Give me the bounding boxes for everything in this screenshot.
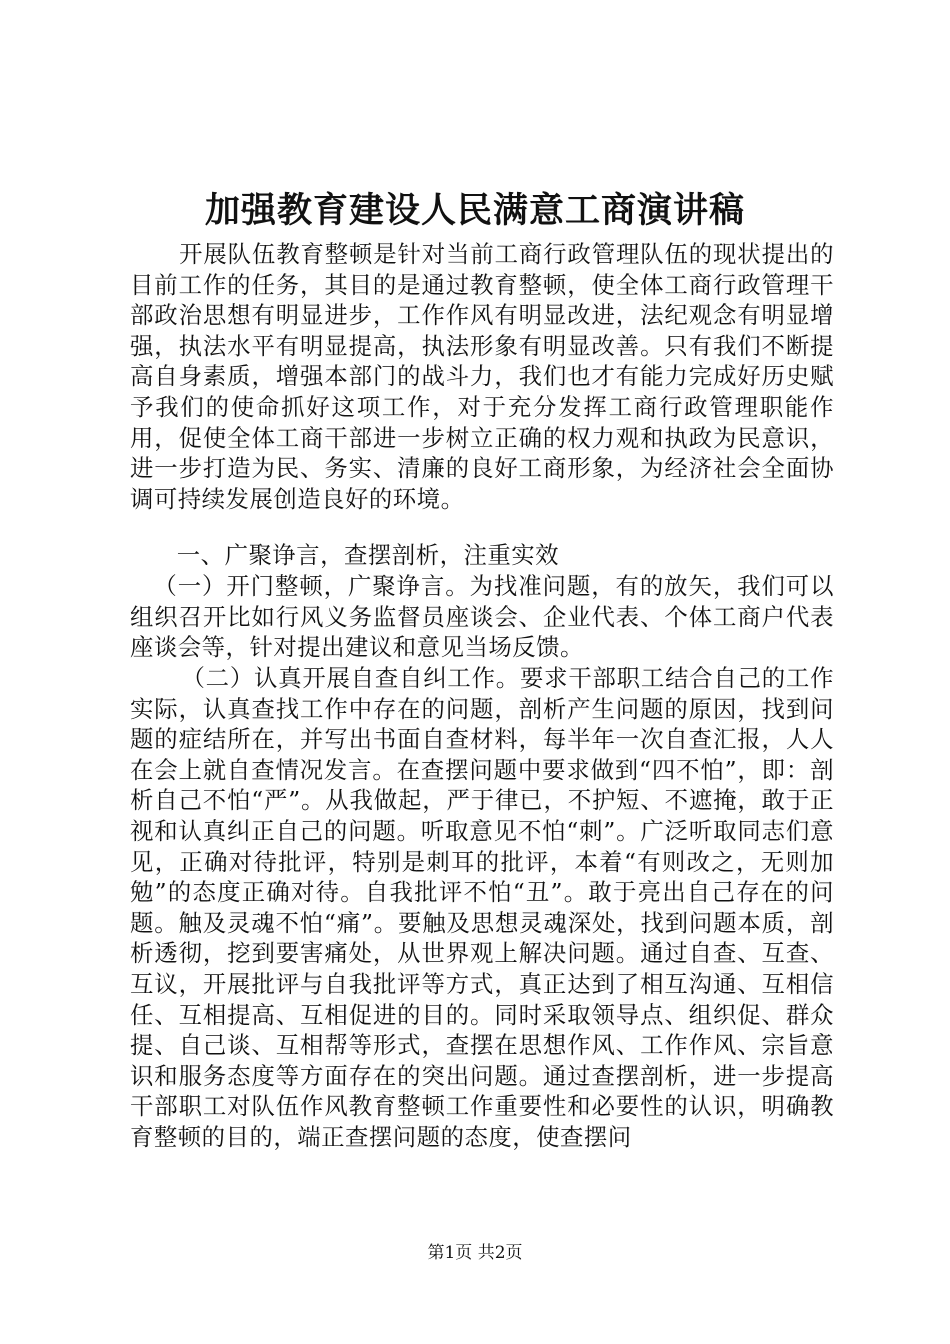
body-paragraph-intro: 开展队伍教育整顿是针对当前工商行政管理队伍的现状提出的目前工作的任务，其目的是通过教育整顿，使全体工商行政管理干部政治思想有明显进步，工作作风有明显改进，法纪观念有明显增强，执法水平有明显提高，执法形象有明显改善。只有我们不断提高自身素质，增强本部门的战斗力，我们也才有能力完成好历史赋予我们的使命抓好这项工作，对于充分发挥工商行政管理职能作用，促使全体工商干部进一步树立正确的权力观和执政为民意识，进一步打造为民、务实、清廉的良好工商形象，为经济社会全面协调可持续发展创造良好的环境。 <box>130 240 834 513</box>
body-paragraph-self-inspection: （二）认真开展自查自纠工作。要求干部职工结合自己的工作实际，认真查找工作中存在的问题，剖析产生问题的原因，找到问题的症结所在，并写出书面自查材料，每半年一次自查汇报，人人在会上就自查情况发言。在查摆问题中要求做到“四不怕”，即：剖析自己不怕“严”。从我做起，严于律已，不护短、不遮掩，敢于正视和认真纠正自己的问题。听取意见不怕“刺”。广泛听取同志们意见，正确对待批评，特别是刺耳的批评，本着“有则改之，无则加勉”的态度正确对待。自我批评不怕“丑”。敢于亮出自己存在的问题。触及灵魂不怕“痛”。要触及思想灵魂深处，找到问题本质，剖析透彻，挖到要害痛处，从世界观上解决问题。通过自查、互查、互议，开展批评与自我批评等方式，真正达到了相互沟通、互相信任、互相提高、互相促进的目的。同时采取领导点、组织促、群众提、自己谈、互相帮等形式，查摆在思想作风、工作作风、宗旨意识和服务态度等方面存在的突出问题。通过查摆剖析，进一步提高干部职工对队伍作风教育整顿工作重要性和必要性的认识，明确教育整顿的目的，端正查摆问题的态度，使查摆问 <box>130 664 834 1151</box>
document-title: 加强教育建设人民满意工商演讲稿 <box>204 190 745 231</box>
body-paragraph-open-rectification: （一）开门整顿，广聚诤言。为找准问题，有的放矢，我们可以组织召开比如行风义务监督员座谈会、企业代表、个体工商户代表座谈会等，针对提出建议和意见当场反馈。 <box>130 572 834 662</box>
section-heading-1: 一、广聚诤言，查摆剖析，注重实效 <box>176 541 560 569</box>
page-footer: 第1页 共2页 <box>427 1243 523 1263</box>
